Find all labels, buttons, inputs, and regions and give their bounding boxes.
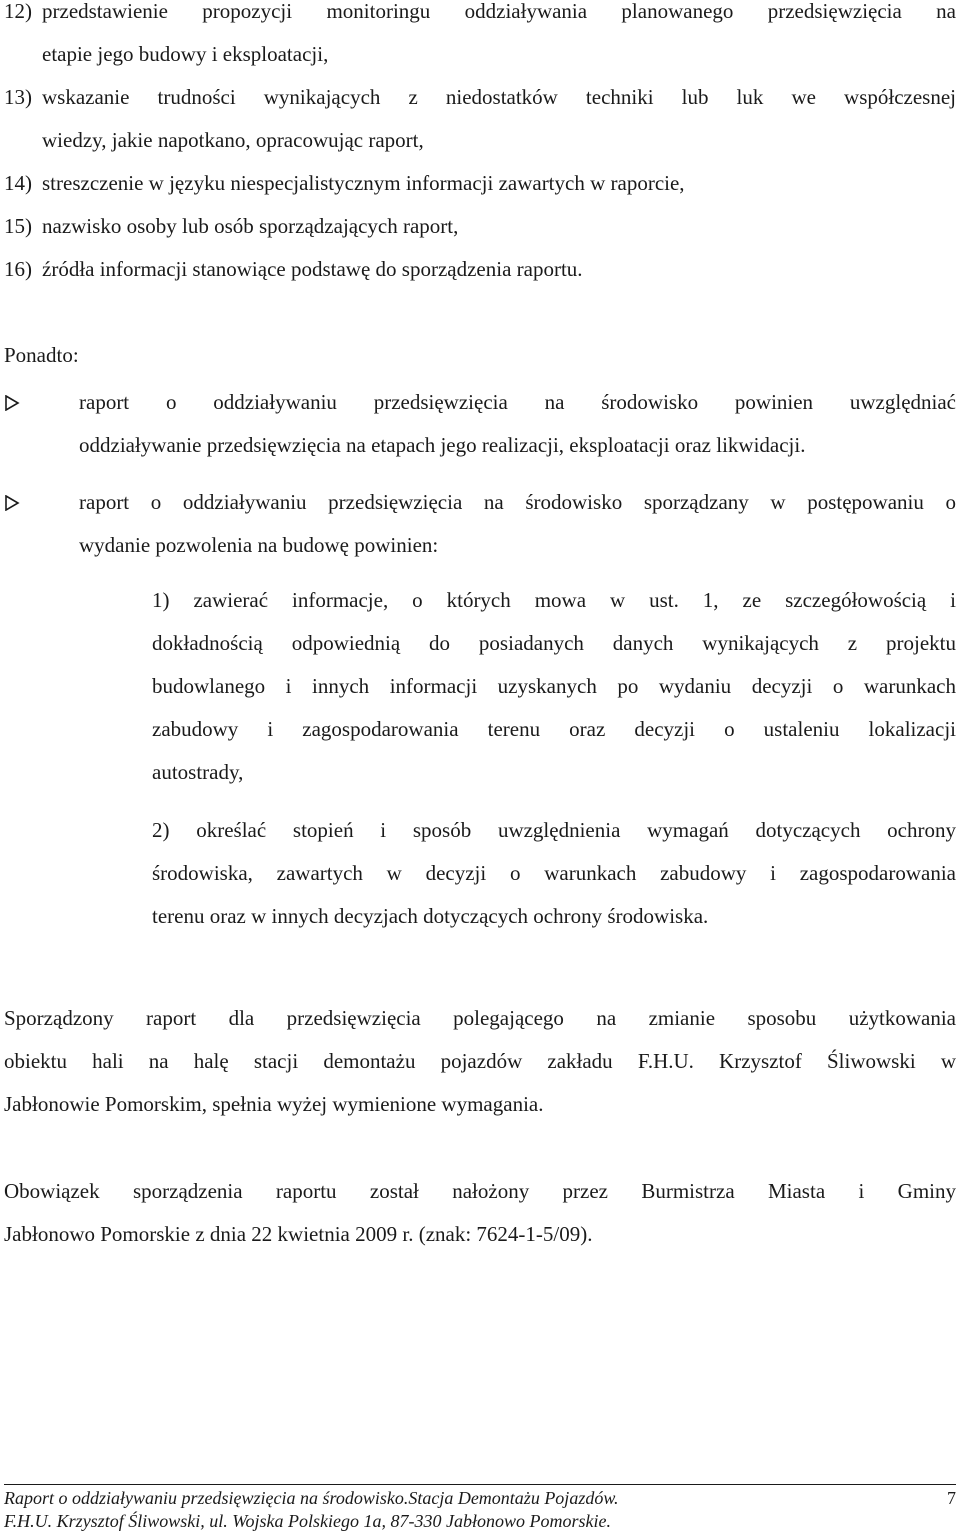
item-number: 15) <box>4 214 32 238</box>
paragraph <box>4 1170 956 1256</box>
item-line: wskazanie trudności wynikających z niedostatków techniki lub luk we współczesnej <box>42 85 956 109</box>
section-label: Ponadto: <box>4 343 79 367</box>
item-line: wiedzy, jakie napotkano, opracowując raport, <box>42 128 424 152</box>
list-item <box>4 162 956 205</box>
page-footer <box>4 1484 956 1533</box>
item-line: przedstawienie propozycji monitoringu oddziaływania planowanego przedsięwzięcia na <box>42 0 956 23</box>
item-number: 13) <box>4 85 32 109</box>
footer-title: Raport o oddziaływaniu przedsięwzięcia na środowisko.Stacja Demontażu Pojazdów. <box>4 1488 619 1508</box>
bullet-item <box>4 381 956 467</box>
sub-item-line: 1) zawierać informacje, o których mowa w ust. 1, ze szczegółowością i <box>152 588 956 612</box>
page-number: 7 <box>947 1488 956 1508</box>
sub-item-line: zabudowy i zagospodarowania terenu oraz decyzji o ustaleniu lokalizacji <box>152 717 956 741</box>
sub-item-line: środowiska, zawartych w decyzji o warunkach zabudowy i zagospodarowania <box>152 861 956 885</box>
bullet-line: wydanie pozwolenia na budowę powinien: <box>79 533 439 557</box>
bullet-line: raport o oddziaływaniu przedsięwzięcia na środowisko powinien uwzględniać <box>79 390 956 414</box>
arrow-bullet-icon <box>4 395 20 411</box>
item-line: źródła informacji stanowiące podstawę do sporządzenia raportu. <box>42 257 583 281</box>
list-item <box>4 205 956 248</box>
sub-item-line: autostrady, <box>152 760 244 784</box>
item-line: streszczenie w języku niespecjalistycznym informacji zawartych w raporcie, <box>42 171 685 195</box>
list-item <box>4 248 956 291</box>
item-line: nazwisko osoby lub osób sporządzających raport, <box>42 214 459 238</box>
paragraph-line: obiektu hali na halę stacji demontażu pojazdów zakładu F.H.U. Krzysztof Śliwowski w <box>4 1049 956 1073</box>
sub-item-line: 2) określać stopień i sposób uwzględnienia wymagań dotyczących ochrony <box>152 818 956 842</box>
bullet-item <box>4 481 956 567</box>
paragraph-line: Jabłonowie Pomorskim, spełnia wyżej wymienione wymagania. <box>4 1092 544 1116</box>
sub-list-item <box>152 809 956 938</box>
bullet-line: oddziaływanie przedsięwzięcia na etapach jego realizacji, eksploatacji oraz likwidacji. <box>79 433 806 457</box>
footer-address: F.H.U. Krzysztof Śliwowski, ul. Wojska Polskiego 1a, 87-330 Jabłonowo Pomorskie. <box>4 1511 611 1531</box>
sub-item-line: terenu oraz w innych decyzjach dotyczących ochrony środowiska. <box>152 904 709 928</box>
arrow-bullet-icon <box>4 495 20 511</box>
paragraph <box>4 997 956 1126</box>
sub-list-item <box>152 579 956 794</box>
item-number: 12) <box>4 0 32 23</box>
list-item <box>4 0 956 76</box>
sub-item-line: dokładnością odpowiednią do posiadanych danych wynikających z projektu <box>152 631 956 655</box>
item-number: 14) <box>4 171 32 195</box>
bullet-line: raport o oddziaływaniu przedsięwzięcia na środowisko sporządzany w postępowaniu o <box>79 490 956 514</box>
paragraph-line: Jabłonowo Pomorskie z dnia 22 kwietnia 2009 r. (znak: 7624-1-5/09). <box>4 1222 593 1246</box>
sub-item-line: budowlanego i innych informacji uzyskanych po wydaniu decyzji o warunkach <box>152 674 956 698</box>
list-item <box>4 76 956 162</box>
numbered-list <box>4 0 956 291</box>
item-line: etapie jego budowy i eksploatacji, <box>42 42 329 66</box>
paragraph-line: Obowiązek sporządzenia raportu został nałożony przez Burmistrza Miasta i Gminy <box>4 1179 956 1203</box>
item-number: 16) <box>4 257 32 281</box>
paragraph-line: Sporządzony raport dla przedsięwzięcia polegającego na zmianie sposobu użytkowania <box>4 1006 956 1030</box>
